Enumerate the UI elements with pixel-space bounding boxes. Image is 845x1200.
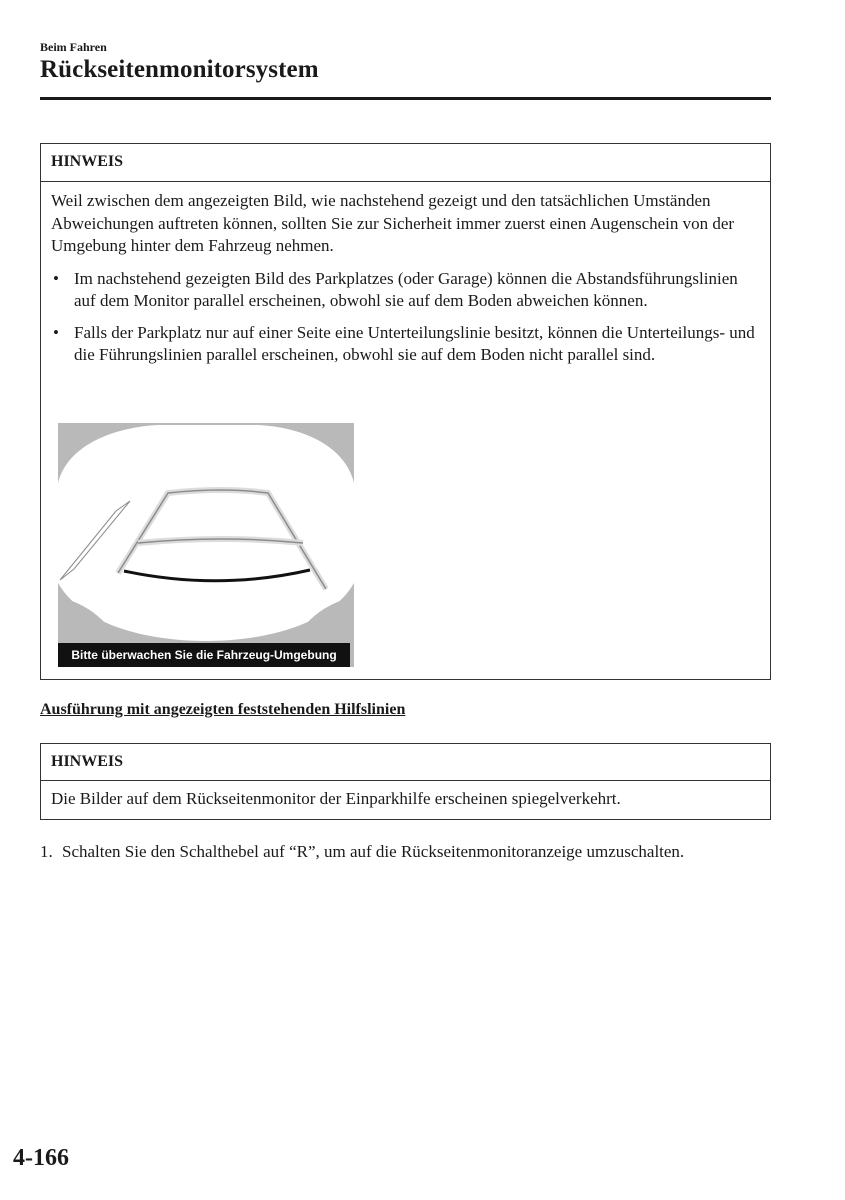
- note-body: [41, 182, 770, 367]
- note-heading: HINWEIS: [41, 144, 770, 182]
- rear-camera-illustration: [58, 423, 354, 667]
- step-text: Schalten Sie den Schalthebel auf “R”, um auf die Rückseitenmonitoranzeige umzuschalten.: [62, 842, 685, 861]
- camera-view-graphic: [58, 423, 354, 667]
- list-item: [51, 268, 760, 313]
- instruction-step: [40, 841, 760, 864]
- bullet-dot-icon: •: [53, 268, 59, 288]
- note-intro: Weil zwischen dem angezeigten Bild, wie nachstehend gezeigt und den tatsächlichen Umständen Abweichungen auftreten können, sollten Sie zur Sicherheit immer zuerst einen Augenschein von der Umgebung hinter dem Fahrzeug nehmen.: [51, 191, 735, 255]
- section-subheading: Ausführung mit angezeigten feststehenden Hilfslinien: [40, 701, 406, 718]
- camera-caption: Bitte überwachen Sie die Fahrzeug-Umgebung: [58, 643, 350, 667]
- note-box-2: [40, 743, 771, 820]
- page-title: Rückseitenmonitorsystem: [40, 56, 319, 83]
- bullet-text: Falls der Parkplatz nur auf einer Seite eine Unterteilungslinie besitzt, können die Unterteilungs- und die Führungslinien parallel erscheinen, obwohl sie auf dem Boden nicht parallel sind.: [74, 322, 755, 364]
- title-rule: [40, 97, 771, 100]
- page-number: 4-166: [13, 1145, 69, 1171]
- step-number: 1.: [40, 842, 53, 861]
- section-label: Beim Fahren: [40, 40, 107, 54]
- note-bullet-list: [51, 268, 760, 367]
- bullet-text: Im nachstehend gezeigten Bild des Parkplatzes (oder Garage) können die Abstandsführungslinien auf dem Monitor parallel erscheinen, obwohl sie auf dem Boden abweichen können.: [74, 268, 738, 310]
- note-heading: HINWEIS: [41, 744, 770, 781]
- bullet-dot-icon: •: [53, 322, 59, 342]
- note-body: Die Bilder auf dem Rückseitenmonitor der Einparkhilfe erscheinen spiegelverkehrt.: [51, 789, 621, 808]
- list-item: [51, 322, 760, 367]
